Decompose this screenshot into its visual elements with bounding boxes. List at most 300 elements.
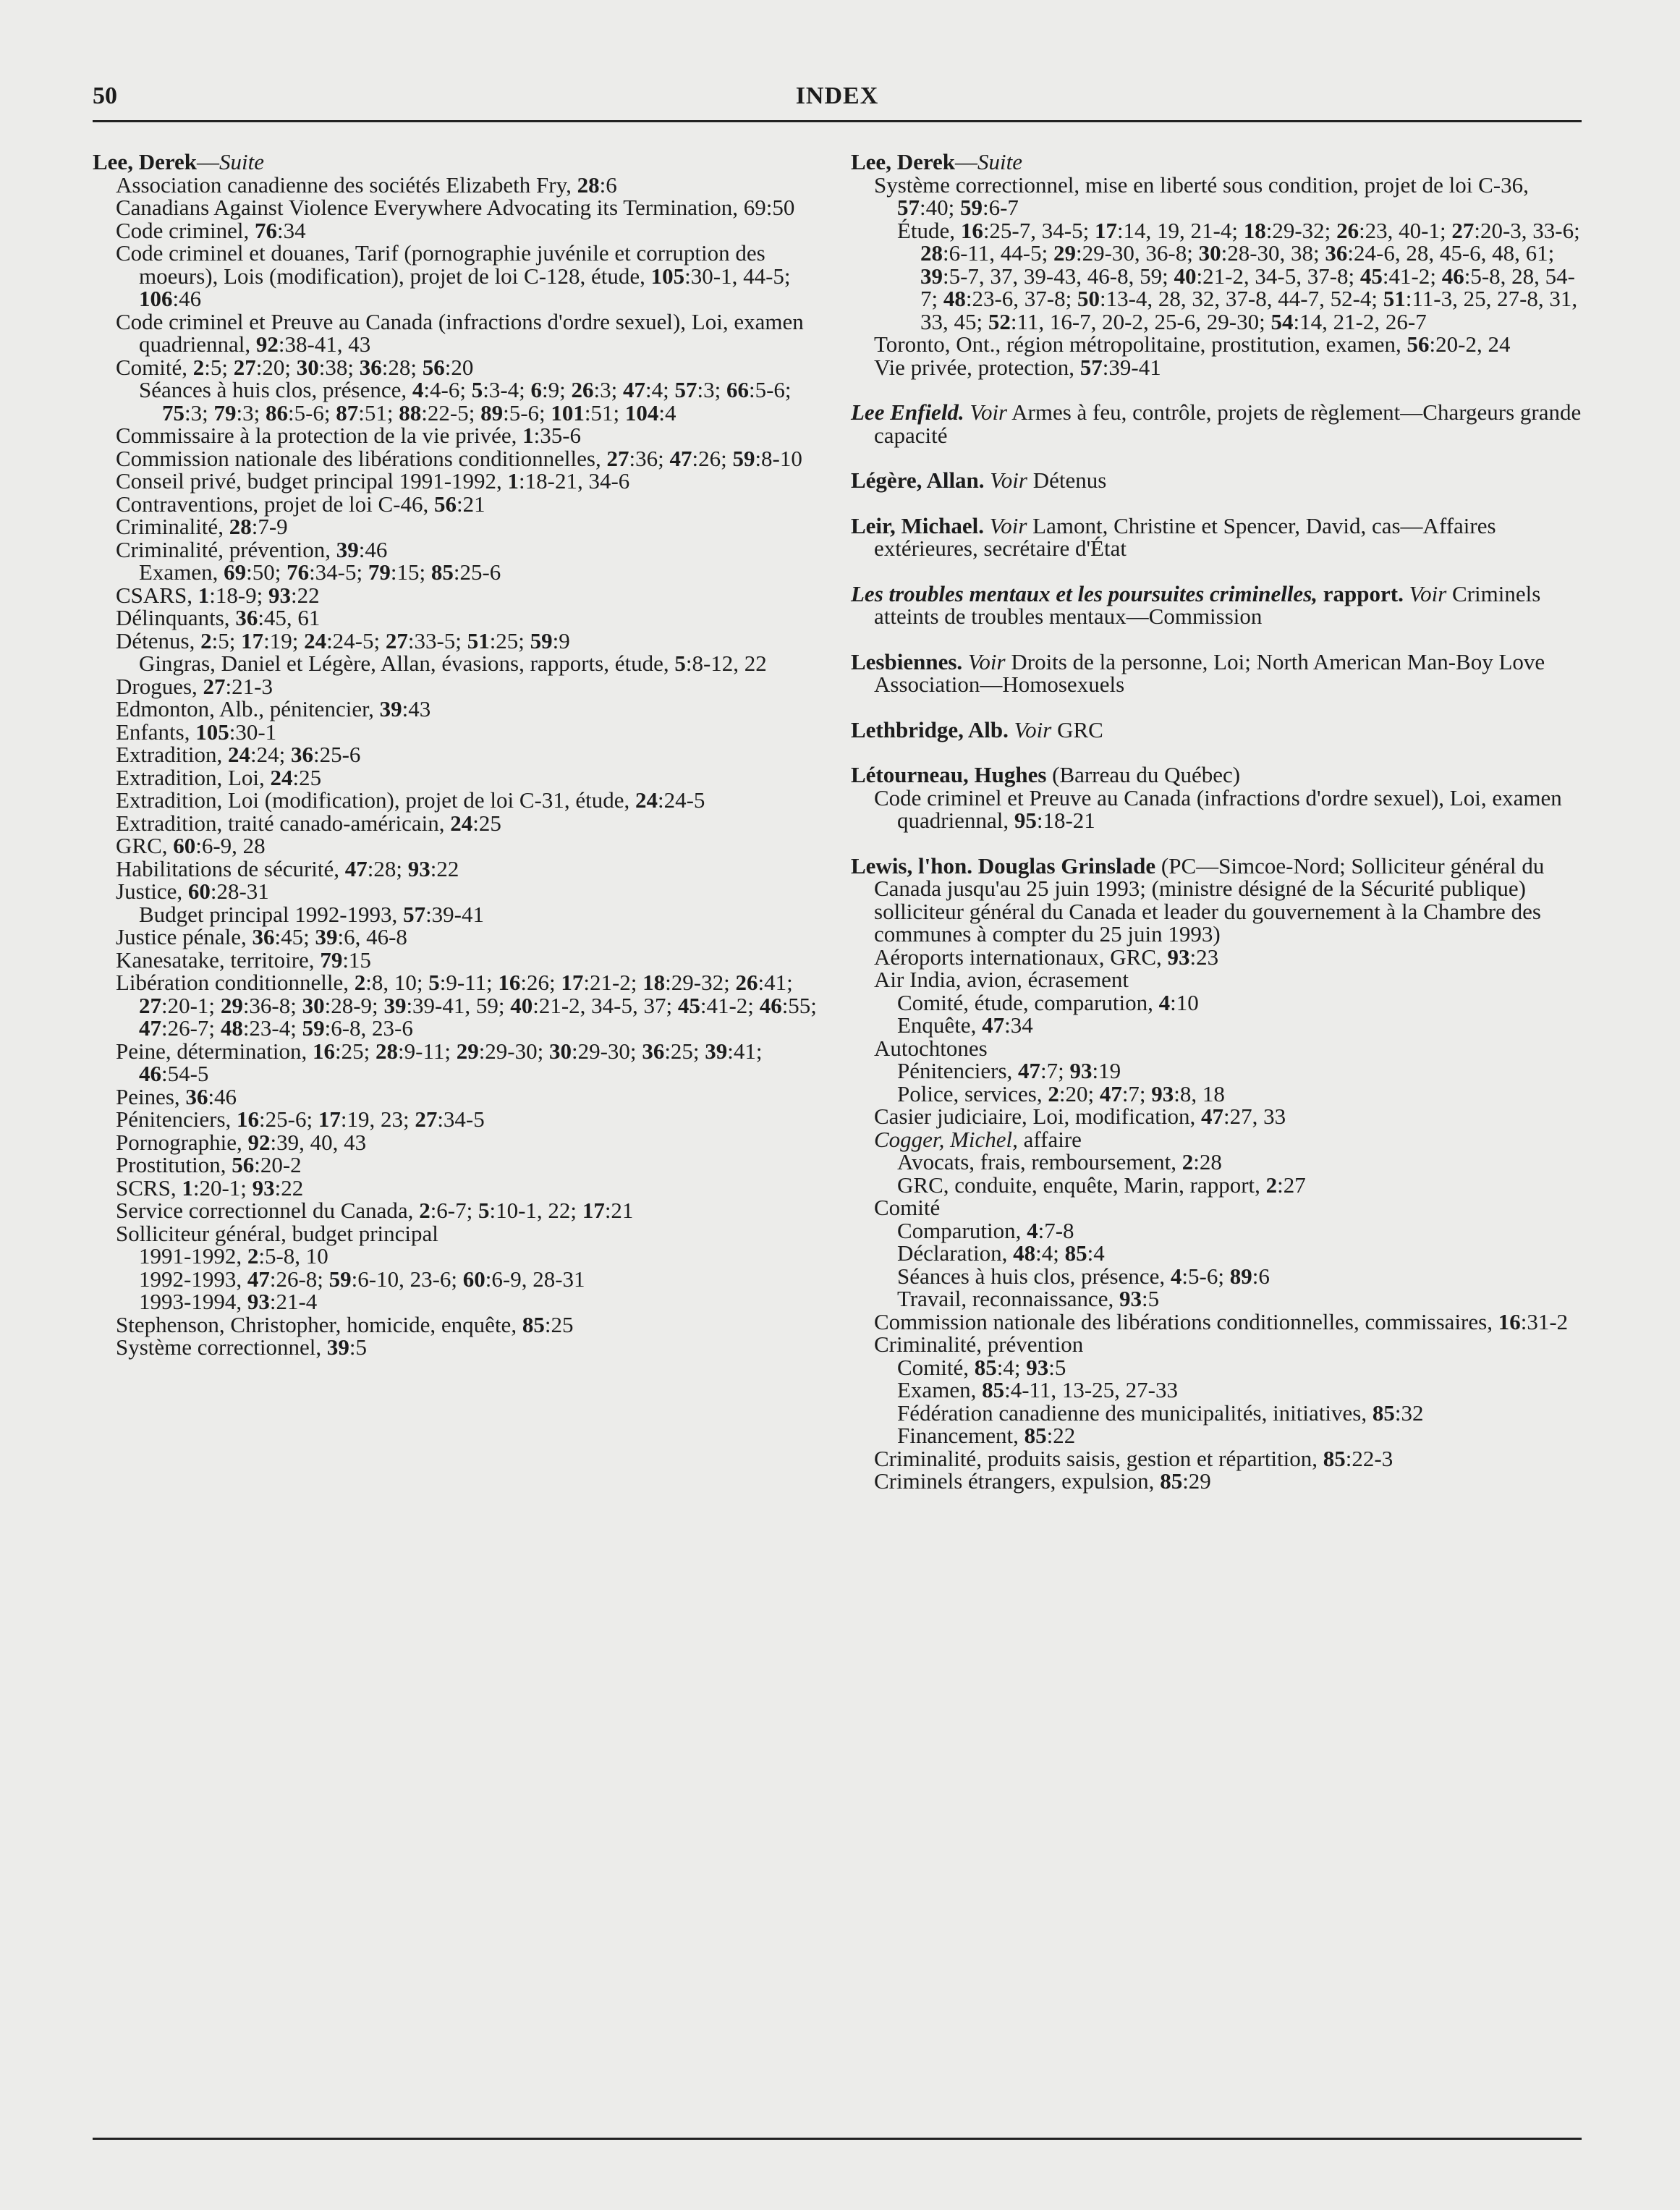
entry-text: Voir [1014,716,1052,742]
entry-text: 85 [1372,1400,1395,1426]
entry-text [984,513,990,538]
entry-text: :50; [246,559,287,585]
entry-text: :24-6, 28, 45-6, 48, 61; [1347,240,1555,266]
entry-text: 2 [247,1243,259,1269]
entry-text: 57 [897,195,920,220]
entry-text: :25 [472,810,501,836]
index-subsubentry [93,903,823,926]
entry-text: Pénitenciers, [116,1106,237,1132]
index-subsubentry [851,1014,1582,1037]
entry-spacer [851,832,1582,855]
entry-text: 47 [622,377,645,402]
entry-text: 5 [471,377,483,402]
entry-text: Séances à huis clos, présence, [897,1263,1171,1289]
entry-text: :25 [292,764,322,790]
entry-text: :29-30; [572,1038,642,1064]
entry-text: :43 [402,696,431,721]
entry-text: Prostitution, [116,1152,232,1177]
entry-text: Travail, reconnaissance, [897,1286,1120,1311]
index-subentry [93,812,823,835]
entry-text: 28 [920,240,943,266]
entry-text: 2 [1048,1080,1059,1106]
entry-text: :33-5; [407,627,467,653]
entry-text: Suite [219,149,265,174]
entry-text: :22 [291,582,320,608]
index-subentry [851,1128,1582,1151]
index-subentry [93,1222,823,1245]
entry-text: Drogues, [116,673,203,699]
entry-text: Extradition, traité canado-américain, [116,810,451,836]
entry-text: Toronto, Ont., région métropolitaine, prostitution, examen, [874,331,1407,357]
entry-text: :51; [358,399,399,426]
entry-text: :3-4; [483,377,531,402]
entry-text: 36 [235,605,258,630]
index-subentry [851,333,1582,356]
entry-text: :6-7; [430,1198,478,1223]
entry-text: :54-5 [161,1061,209,1086]
entry-text: Déclaration, [897,1240,1014,1266]
entry-text: :3; [697,377,726,402]
entry-text: 5 [428,970,440,995]
entry-text: Détenus [1027,467,1107,493]
entry-text: Avocats, frais, remboursement, [897,1149,1182,1174]
entry-text: :25-6 [313,742,361,767]
entry-text: Criminels atteints de troubles mentaux—Commission [874,580,1541,629]
index-subentry [851,1105,1582,1128]
entry-text: :5 [1048,1354,1066,1380]
entry-text: :23-4; [242,1015,302,1041]
index-subentry [93,219,823,242]
entry-text: :28; [381,354,423,380]
entry-text: 46 [759,992,782,1018]
index-subentry [93,470,823,493]
entry-text: :5-8, 28, 54-7; [920,263,1575,311]
entry-text [962,649,968,674]
entry-text: Code criminel et Preuve au Canada (infractions d'ordre sexuel), Loi, examen quadriennal, [874,784,1562,833]
entry-text: 47 [982,1012,1005,1038]
entry-text: :19; [263,627,305,653]
entry-text: Financement, [897,1423,1024,1448]
entry-text: Libération conditionnelle, [116,970,355,995]
entry-text: :41; [758,970,793,995]
entry-text: :27 [1277,1172,1306,1198]
index-subentry [93,515,823,538]
entry-text: :20-2 [254,1152,302,1177]
entry-text: :46 [208,1083,237,1109]
entry-text: 17 [582,1198,605,1223]
entry-text: Association canadienne des sociétés Elizabeth Fry, [116,172,577,198]
entry-text: 27 [415,1106,438,1132]
entry-text: 39 [705,1038,728,1064]
entry-text: 39 [336,536,359,562]
entry-text: 27 [139,992,161,1018]
entry-spacer [851,492,1582,515]
entry-text [1404,581,1409,606]
entry-spacer [851,446,1582,469]
index-heading [93,151,823,174]
entry-text: :6-10, 23-6; [351,1266,463,1292]
entry-text: 39 [383,992,407,1018]
index-subentry [93,743,823,766]
entry-text: :10-1, 22; [489,1198,582,1223]
entry-text: :5-6; [503,399,551,426]
entry-text: 93 [1119,1286,1142,1311]
index-subentry [93,789,823,812]
entry-text: Criminalité, [116,514,229,539]
entry-text: Criminalité, prévention, [116,536,336,562]
entry-text: :28 [1193,1149,1222,1174]
entry-text: :13-4, 28, 32, 37-8, 44-7, 52-4; [1100,286,1383,311]
index-subentry [851,1333,1582,1356]
index-subsubentry [93,378,823,424]
entry-text: 45 [677,992,700,1018]
entry-text: 39 [920,263,943,289]
entry-text: :22 [274,1174,304,1201]
entry-text: Comité, étude, comparution, [897,989,1159,1015]
entry-text: :5-7, 37, 39-43, 46-8, 59; [943,263,1174,289]
entry-text: 57 [1079,354,1103,380]
entry-text: 57 [403,901,426,927]
entry-text: 56 [422,354,445,380]
entry-text: Légère, Allan. [851,467,985,493]
entry-text: 16 [498,970,521,995]
entry-text: 85 [1323,1445,1346,1471]
index-subsubentry [851,991,1582,1015]
entry-text: :7-9 [251,514,288,539]
index-heading [851,580,1582,629]
entry-text: Stephenson, Christopher, homicide, enquête, [116,1311,522,1337]
entry-text: 46 [139,1061,161,1086]
entry-text: Aéroports internationaux, GRC, [874,944,1168,970]
entry-text: 93 [407,855,430,881]
entry-text: 16 [313,1038,336,1064]
entry-text: :29-32; [1265,217,1337,243]
entry-text: 26 [1336,217,1359,243]
entry-text: 1992-1993, [139,1266,247,1292]
entry-text: 93 [1151,1080,1174,1106]
index-subsubentry [93,1268,823,1291]
entry-text: :4 [658,399,676,426]
entry-text: :39-41 [425,901,484,927]
entry-text: :19, 23; [340,1106,415,1132]
entry-text: :30-1, 44-5; [684,263,791,289]
entry-text: 47 [344,855,368,881]
entry-text: :5 [1142,1286,1160,1311]
entry-text: Fédération canadienne des municipalités, initiatives, [897,1400,1373,1426]
entry-text: Extradition, [116,742,228,767]
entry-text: 17 [241,627,264,653]
index-subentry [93,926,823,949]
entry-text: 16 [960,217,983,243]
entry-text: 93 [252,1174,275,1201]
entry-text: 54 [1270,308,1294,334]
entry-text: 26 [571,377,594,402]
index-subentry [93,1108,823,1131]
entry-text: 28 [376,1038,399,1064]
entry-text: SCRS, [116,1174,182,1201]
footer-rule [93,2138,1582,2140]
entry-text: Lesbiennes. [851,648,963,674]
entry-text: Armes à feu, contrôle, projets de règlement—Chargeurs grande capacité [874,399,1582,448]
entry-text: Contraventions, projet de loi C-46, [116,491,434,517]
index-subentry [93,538,823,562]
entry-text: :18-21 [1036,808,1095,833]
entry-text: 47 [247,1266,270,1292]
entry-text: :9; [542,377,572,402]
entry-text: :24-5; [326,627,386,653]
entry-text: :3; [593,377,623,402]
index-subsubentry [851,1242,1582,1265]
entry-text: :28-30, 38; [1221,240,1325,266]
entry-text: 59 [959,195,983,220]
entry-text: GRC, [116,833,174,858]
entry-text: :27, 33 [1223,1104,1286,1129]
entry-text: :46 [172,286,202,311]
entry-text: 6 [530,377,543,402]
entry-text: :31-2 [1520,1308,1569,1334]
index-subentry [93,174,823,197]
entry-text: Lee, Derek [93,149,198,174]
index-subentry [851,1037,1582,1060]
entry-text: :26-7; [161,1015,221,1041]
entry-text: :35-6 [533,423,582,448]
index-column-right [851,151,1582,1493]
entry-text [1009,717,1014,742]
entry-text: :22 [1046,1423,1076,1448]
index-subsubentry [93,1290,823,1313]
entry-text: :39, 40, 43 [270,1129,367,1155]
entry-text: Code criminel et Preuve au Canada (infractions d'ordre sexuel), Loi, examen quadriennal, [116,308,804,357]
entry-text: :51; [584,399,625,426]
entry-text: :11, 16-7, 20-2, 25-6, 29-30; [1010,308,1271,334]
entry-text: 87 [336,399,359,426]
entry-text: :3; [184,399,214,426]
entry-text: :28-9; [324,992,384,1018]
entry-text: :20-2, 24 [1429,331,1511,357]
index-heading [851,648,1582,697]
entry-text: :39-41, 59; [406,992,511,1018]
index-subsubentry [851,1265,1582,1288]
entry-text: Police, services, [897,1080,1048,1106]
entry-text: 59 [328,1266,352,1292]
index-subentry [93,1313,823,1337]
entry-text: :8-12, 22 [685,651,767,676]
index-subsubentry [851,1219,1582,1242]
entry-text: 29 [456,1038,479,1064]
entry-text: Lamont, Christine et Spencer, David, cas—Affaires extérieures, secrétaire d'État [874,512,1496,561]
entry-text: 93 [1026,1354,1049,1380]
entry-text: :15 [342,947,371,973]
entry-text: 24 [450,810,473,836]
entry-text: 30 [296,354,319,380]
entry-text: 36 [1325,240,1348,266]
entry-text: :5 [349,1334,367,1360]
entry-text: 92 [247,1129,271,1155]
entry-text: :21-3 [225,673,273,699]
entry-text: Peines, [116,1083,186,1109]
entry-text: 1993-1994, [139,1289,247,1314]
page-header [93,75,1582,122]
entry-text: Séances à huis clos, présence, [139,377,412,402]
entry-text: 16 [1498,1308,1521,1334]
entry-text: 106 [139,286,173,311]
entry-text: 93 [268,582,292,608]
entry-text: 59 [302,1015,325,1041]
entry-text: :6-9, 28 [195,833,266,858]
entry-text: 1 [198,582,210,608]
entry-text: Vie privée, protection, [874,354,1080,380]
entry-text: 93 [1069,1058,1093,1083]
entry-text: 18 [1243,217,1266,243]
entry-text: 2 [419,1198,430,1223]
entry-text: :25-6; [259,1106,318,1132]
entry-text: :11-3, 25, 27-8, 31, 33, 45; [920,286,1578,334]
entry-text: 27 [606,445,629,471]
entry-text: Conseil privé, budget principal 1991-1992, [116,468,508,494]
entry-text: :9-11; [439,970,499,995]
index-subentry [93,310,823,356]
entry-text: :32 [1394,1400,1424,1426]
entry-text: 47 [1018,1058,1041,1083]
entry-text: 17 [318,1106,341,1132]
entry-text: 40 [510,992,533,1018]
entry-text: 79 [368,559,391,585]
entry-text: Système correctionnel, [116,1334,327,1360]
entry-spacer [851,378,1582,401]
entry-text: :6, 46-8 [337,924,407,949]
entry-text: 75 [162,399,184,426]
entry-text: Voir [989,512,1027,538]
entry-text: :41-2; [700,992,760,1018]
entry-text: Examen, [139,559,224,585]
entry-text: Voir [970,399,1008,425]
index-subentry [93,196,823,219]
index-subsubentry [851,1424,1582,1447]
entry-text: Enfants, [116,719,196,745]
entry-text: :36-8; [242,992,302,1018]
entry-text: 45 [1359,263,1383,289]
entry-text: Lethbridge, Alb. [851,716,1009,742]
entry-text: :55; [781,992,817,1018]
entry-text: Peine, détermination, [116,1038,313,1064]
entry-text: 50 [1077,286,1100,311]
entry-text: 60 [462,1266,485,1292]
entry-text: 39 [379,696,402,721]
entry-text: 79 [320,947,343,973]
entry-text: Lee Enfield. [851,399,964,425]
entry-text: :26; [692,445,733,471]
entry-text: 93 [1167,944,1190,970]
entry-text: 27 [233,354,256,380]
index-subentry [93,949,823,972]
entry-text: 4 [412,377,424,402]
entry-text: :6-8, 23-6 [324,1015,413,1041]
entry-text: :23-6, 37-8; [965,286,1077,311]
entry-text: Enquête, [897,1012,983,1038]
entry-text: Canadians Against Violence Everywhere Advocating its Termination, 69:50 [116,195,795,220]
index-subentry [93,242,823,310]
entry-text: 104 [624,399,659,426]
index-subentry [93,855,823,881]
entry-text: 1 [507,468,519,494]
entry-text: :34-5; [309,559,368,585]
page-number: 50 [93,82,117,109]
index-heading [851,716,1582,742]
entry-text: :14, 21-2, 26-7 [1293,308,1427,334]
entry-text: Gingras, Daniel et Légère, Allan, évasions, rapports, étude, [139,651,675,676]
entry-text: :41-2; [1382,263,1442,289]
entry-text: :28-31 [210,879,269,904]
entry-text: :4-11, 13-25, 27-33 [1004,1377,1179,1402]
entry-text: 2 [1181,1149,1194,1174]
entry-text: :4 [1087,1240,1105,1266]
entry-text: :23 [1189,944,1219,970]
entry-text: 1991-1992, [139,1243,247,1269]
entry-text: :5-6; [748,377,792,402]
entry-text: Lee, Derek [851,149,956,174]
entry-text: Étude, [897,217,961,243]
entry-spacer [851,560,1582,583]
entry-spacer [851,741,1582,763]
entry-text: 36 [185,1083,208,1109]
entry-text: :20-1; [161,992,221,1018]
entry-text: Les troubles mentaux et les poursuites criminelles, [851,580,1318,606]
entry-text: :25-6 [453,559,501,585]
entry-text: rapport. [1318,580,1404,606]
entry-text: 29 [220,992,243,1018]
entry-text: :24; [250,742,291,767]
entry-text: 26 [735,970,758,995]
index-subentry [93,606,823,630]
index-subentry [851,356,1582,379]
entry-text: Système correctionnel, mise en liberté sous condition, projet de loi C-36, [874,172,1529,198]
entry-text: 47 [1099,1080,1122,1106]
entry-text: :34 [1004,1012,1033,1038]
entry-text: :7-8 [1038,1217,1074,1243]
entry-text: :18-9; [209,582,269,608]
entry-text: affaire [1017,1126,1082,1152]
index-heading [851,852,1582,947]
entry-text: 88 [399,399,422,426]
index-subsubentry [851,1080,1582,1106]
entry-text: :29 [1182,1468,1211,1494]
entry-text: (Barreau du Québec) [1046,762,1241,787]
entry-text: :8-10 [755,445,802,471]
entry-text: 101 [551,399,585,426]
entry-text: 30 [549,1038,572,1064]
entry-text: :4; [645,377,675,402]
entry-text: :34 [276,217,306,243]
entry-text: :39-41 [1102,354,1161,380]
entry-text: Service correctionnel du Canada, [116,1198,420,1223]
index-subentry [93,1131,823,1154]
entry-text: :46 [358,536,388,562]
index-heading [851,151,1582,174]
entry-text: — [955,149,978,174]
entry-text: :29-32; [665,970,736,995]
index-heading [851,469,1582,492]
entry-text: — [197,149,220,174]
entry-text: 4 [1158,989,1171,1015]
entry-text: :21-2, 34-5, 37-8; [1196,263,1360,289]
entry-text: CSARS, [116,582,198,608]
index-subentry [93,834,823,858]
entry-text: Casier judiciaire, Loi, modification, [874,1104,1201,1129]
entry-text: :25-7, 34-5; [983,217,1095,243]
entry-text: 89 [1229,1263,1252,1289]
entry-text: 4 [1170,1263,1182,1289]
entry-text: :5; [211,627,242,653]
